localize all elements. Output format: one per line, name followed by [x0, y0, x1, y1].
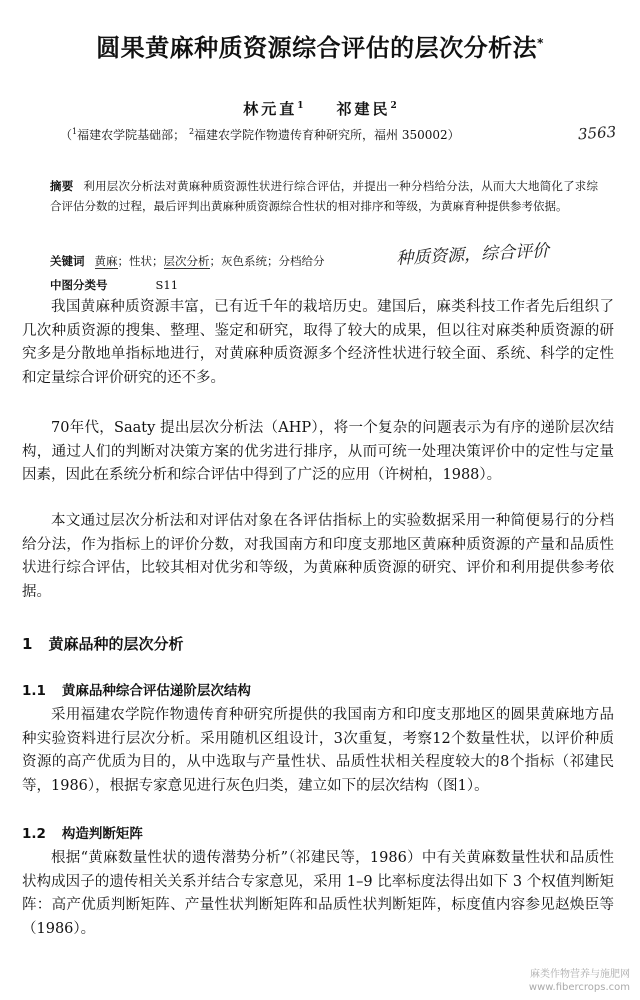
- author-2: 祁建民: [336, 100, 391, 118]
- affiliation-2: 福建农学院作物遗传育种研究所，福州 350002）: [194, 128, 460, 142]
- clc-code: S11: [155, 278, 179, 292]
- keyword-item: 分档给分: [278, 254, 325, 268]
- section-1-1-text: 采用福建农学院作物遗传育种研究所提供的我国南方和印度支那地区的圆果黄麻地方品种实验资料进行层次分析。采用随机区组设计，3次重复，考察12个数量性状，以评价种质资源的高产优质为目的，从中选取与产量性状、品质性状相关程度较大的8个指标（祁建民等，1986），根据专家意见进行灰色归类，建立如下的层次结构（图1）。: [22, 707, 614, 794]
- affiliation-1: 福建农学院基础部；: [77, 128, 186, 142]
- keyword-item: 黄麻: [94, 254, 118, 268]
- section-1-heading: 1 黄麻品种的层次分析: [22, 635, 184, 653]
- section-1-2-text: 根据“黄麻数量性状的遗传潜势分析”（祁建民等，1986）中有关黄麻数量性状和品质性状构成因子的遗传相关关系并结合专家意见，采用 1–9 比率标度法得出如下 3 个权值判断矩阵：高产优质判断矩阵、产量性状判断矩阵和品质性状判断矩阵，标度值内容参见赵焕臣等（1986）。: [22, 850, 614, 937]
- intro-paragraph-3: 本文通过层次分析法和对评估对象在各评估指标上的实验数据采用一种简便易行的分档给分法，作为指标上的评价分数，对我国南方和印度支那地区黄麻种质资源的产量和品质性状进行综合评估，比较其相对优劣和等级，为黄麻种质资源的研究、评价和利用提供参考依据。: [22, 513, 614, 600]
- abstract-label: 摘要: [50, 179, 74, 193]
- paper-title: [0, 28, 640, 63]
- abstract: [50, 176, 598, 216]
- keyword-item: 灰色系统: [221, 254, 267, 268]
- author-1-sup: 1: [297, 101, 304, 111]
- title-footnote-mark: *: [537, 36, 544, 50]
- section-1-1-heading: 1.1 黄麻品种综合评估递阶层次结构: [22, 683, 251, 699]
- author-line: [0, 98, 640, 119]
- section-1-2-heading: 1.2 构造判断矩阵: [22, 826, 143, 842]
- clc-label: 中图分类号: [50, 278, 108, 292]
- handwritten-number: 3563: [577, 122, 617, 144]
- author-2-sup: 2: [390, 101, 397, 111]
- paper-title-text: 圆果黄麻种质资源综合评估的层次分析法: [96, 34, 538, 62]
- intro-paragraph-2: 70年代，Saaty 提出层次分析法（AHP），将一个复杂的问题表示为有序的递阶层次结构，通过人们的判断对决策方案的优劣进行排序，从而可统一处理决策评价中的定性与定量因素，因此在系统分析和综合评估中得到了广泛的应用（许树柏，1988）。: [22, 420, 614, 483]
- keyword-item: 性状: [129, 254, 152, 268]
- author-1: 林元直: [243, 100, 298, 118]
- keyword-item: 层次分析: [163, 254, 210, 268]
- keywords: 关键词 黄麻；性状；层次分析；灰色系统；分档给分: [50, 254, 325, 268]
- handwritten-keywords: 种质资源，综合评价: [395, 241, 550, 269]
- keywords-label: 关键词: [50, 254, 85, 268]
- watermark: 麻类作物营养与施肥网 www.fibercrops.com: [528, 969, 630, 993]
- affiliation: （$^1$福建农学院基础部； $^2$福建农学院作物遗传育种研究所，福州 350002）: [60, 127, 460, 142]
- clc-number: [50, 277, 178, 293]
- intro-paragraph-1: 我国黄麻种质资源丰富，已有近千年的栽培历史。建国后，麻类科技工作者先后组织了几次种质资源的搜集、整理、鉴定和研究，取得了较大的成果，但以往对麻类种质资源的研究多是分散地单指标地进行，对黄麻种质资源多个经济性状进行较全面、系统、科学的定性和定量综合评价研究的还不多。: [22, 299, 614, 386]
- abstract-text: 利用层次分析法对黄麻种质资源性状进行综合评估，并提出一种分档给分法，从而大大地简化了求综合评估分数的过程，最后评判出黄麻种质资源综合性状的相对排序和等级，为黄麻育种提供参考依据。: [50, 179, 599, 213]
